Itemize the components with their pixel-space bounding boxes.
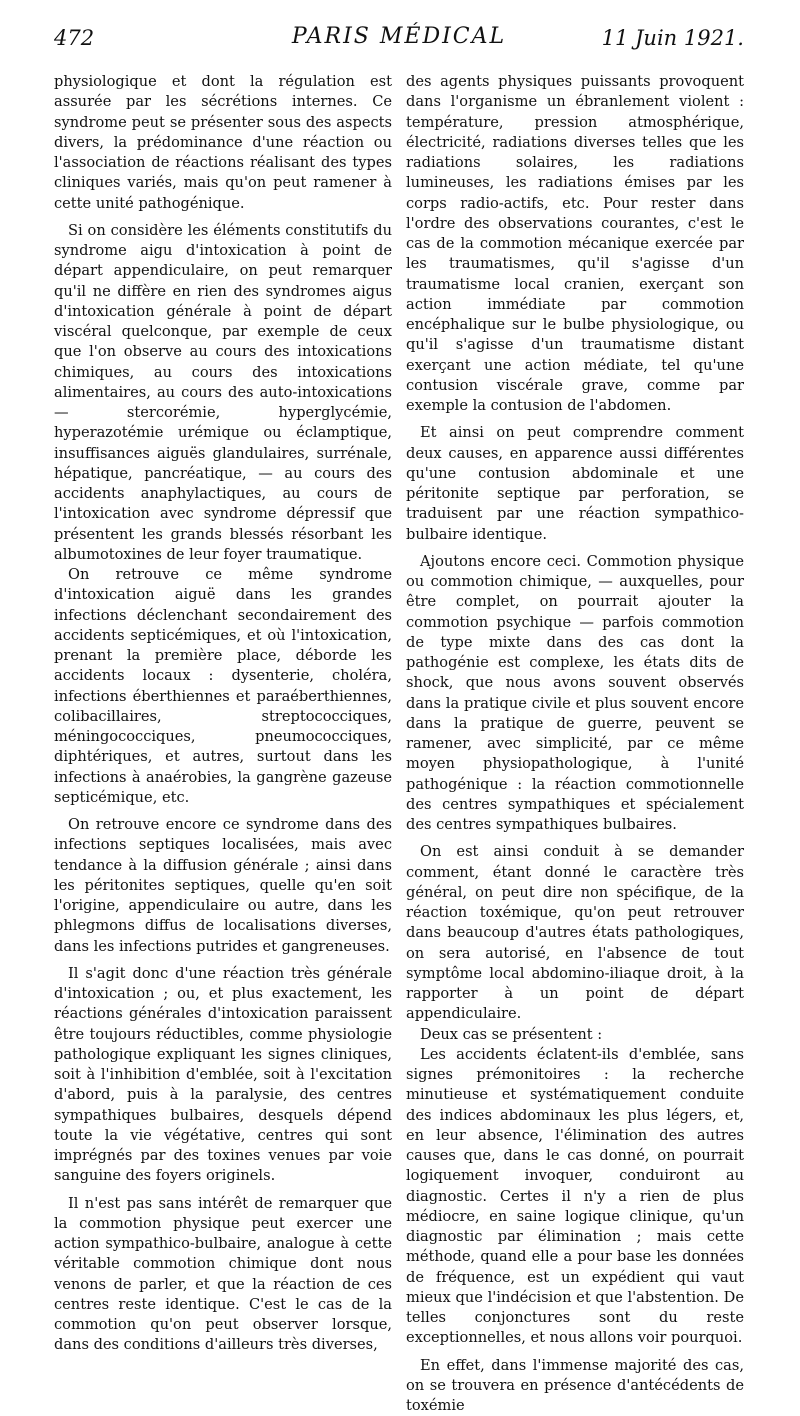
running-header xyxy=(54,20,744,60)
journal-title: PARIS MÉDICAL xyxy=(54,24,744,49)
paragraph: Les accidents éclatent-ils d'emblée, sans signes prémonitoires : la recherche minutieuse et systématiquement conduite des indices abdominaux les plus légers, et, en leur absence, l'élimination des autres causes que, dans le cas donné, on pourrait logiquement invoquer, conduiront au diagnostic. Certes il n'y a rien de plus médiocre, en saine logique clinique, qu'un diagnostic par élimination ; mais cette méthode, quand elle a pour base les données de fréquence, est un expédient qui vaut mieux que l'indécision et que l'abstention. De telles conjonctures sont du reste exceptionnelles, et nous allons voir pourquoi. xyxy=(406,1045,744,1349)
paragraph: En effet, dans l'immense majorité des cas, on se trouvera en présence d'antécédents de toxémie xyxy=(406,1356,744,1416)
paragraph: Deux cas se présentent : xyxy=(406,1025,744,1045)
paragraph: Et ainsi on peut comprendre comment deux causes, en apparence aussi différentes qu'une contusion abdominale et une péritonite septique par perforation, se traduisent par une réaction sympathico-bulbaire identique. xyxy=(406,423,744,545)
paragraph: physiologique et dont la régulation est assurée par les sécrétions internes. Ce syndrome peut se présenter sous des aspects divers, la prédominance d'une réaction ou l'association de réactions réalisant des types cliniques variés, mais qu'on peut ramener à cette unité pathogénique. xyxy=(54,72,392,214)
paragraph: On retrouve encore ce syndrome dans des infections septiques localisées, mais avec tendance à la diffusion générale ; ainsi dans les péritonites septiques, quelle qu'en soit l'origine, appendiculaire ou autre, dans les phlegmons diffus de localisations diverses, dans les infections putrides et gangreneuses. xyxy=(54,815,392,957)
paragraph: On est ainsi conduit à se demander comment, étant donné le caractère très général, on peut dire non spécifique, de la réaction toxémique, qu'on peut retrouver dans beaucoup d'autres états pathologiques, on sera autorisé, en l'absence de tout symptôme local abdomino-iliaque droit, à la rapporter à un point de départ appendiculaire. xyxy=(406,842,744,1024)
page-number: 472 xyxy=(54,26,94,50)
right-column xyxy=(406,72,744,1416)
left-column xyxy=(54,72,392,1356)
paragraph: Il s'agit donc d'une réaction très générale d'intoxication ; ou, et plus exactement, les réactions générales d'intoxication paraissent être toujours réductibles, comme physiologie pathologique expliquant les signes cliniques, soit à l'inhibition d'emblée, soit à l'excitation d'abord, puis à la paralysie, des centres sympathiques bulbaires, desquels dépend toute la vie végétative, centres qui sont imprégnés par des toxines venues par voie sanguine des foyers originels. xyxy=(54,964,392,1187)
paragraph: On retrouve ce même syndrome d'intoxication aiguë dans les grandes infections déclenchant secondairement des accidents septicémiques, et où l'intoxication, prenant la première place, déborde les accidents locaux : dysenterie, choléra, infections éberthiennes et paraéberthiennes, colibacillaires, streptococciques, méningococciques, pneumococciques, diphtériques, et autres, surtout dans les infections à anaérobies, la gangrène gazeuse septicémique, etc. xyxy=(54,565,392,808)
issue-date: 11 Juin 1921. xyxy=(602,26,744,50)
paragraph: des agents physiques puissants provoquent dans l'organisme un ébranlement violent : température, pression atmosphérique, électricité, radiations diverses telles que les radiations solaires, les radiations lumineuses, les radiations émises par les corps radio-actifs, etc. Pour rester dans l'ordre des observations courantes, c'est le cas de la commotion mécanique exercée par les traumatismes, qu'il s'agisse d'un traumatisme local cranien, exerçant son action immédiate par commotion encéphalique sur le bulbe physiologique, ou qu'il s'agisse d'un traumatisme distant exerçant une action médiate, tel qu'une contusion viscérale grave, comme par exemple la contusion de l'abdomen. xyxy=(406,72,744,416)
paragraph: Si on considère les éléments constitutifs du syndrome aigu d'intoxication à point de départ appendiculaire, on peut remarquer qu'il ne diffère en rien des syndromes aigus d'intoxication générale à point de départ viscéral quelconque, par exemple de ceux que l'on observe au cours des intoxications chimiques, au cours des intoxications alimentaires, au cours des auto-intoxications — stercorémie, hyperglycémie, hyperazotémie urémique ou éclamptique, insuffisances aiguës glandulaires, surrénale, hépatique, pancréatique, — au cours des accidents anaphylactiques, au cours de l'intoxication avec syndrome dépressif que présentent les grands blessés résorbant les albumotoxines de leur foyer traumatique. xyxy=(54,221,392,565)
paragraph: Il n'est pas sans intérêt de remarquer que la commotion physique peut exercer une action sympathico-bulbaire, analogue à cette véritable commotion chimique dont nous venons de parler, et que la réaction de ces centres reste identique. C'est le cas de la commotion qu'on peut observer lorsque, dans des conditions d'ailleurs très diverses, xyxy=(54,1194,392,1356)
paragraph: Ajoutons encore ceci. Commotion physique ou commotion chimique, — auxquelles, pour être complet, on pourrait ajouter la commotion psychique — parfois commotion de type mixte dans des cas dont la pathogénie est complexe, les états dits de shock, que nous avons souvent observés dans la pratique civile et plus souvent encore dans la pratique de guerre, peuvent se ramener, avec simplicité, par ce même moyen physiopathologique, à l'unité pathogénique : la réaction commotionnelle des centres sympathiques et spécialement des centres sympathiques bulbaires. xyxy=(406,552,744,836)
